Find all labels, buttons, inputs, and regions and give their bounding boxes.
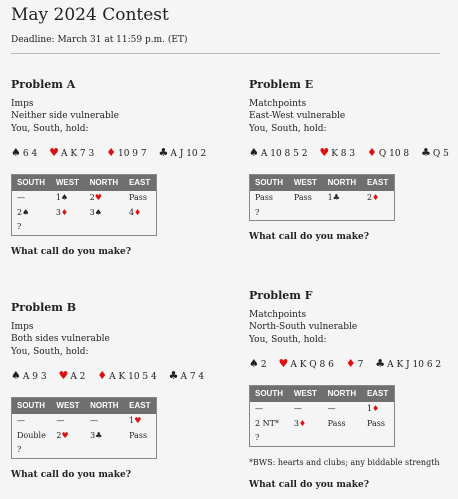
diamond-icon: ♦ (366, 146, 377, 159)
col-east: EAST (124, 174, 157, 191)
spades-holding: A 9 3 (22, 372, 47, 382)
auction-call: 1♠ (55, 193, 69, 202)
diamonds-holding: Q 10 8 (378, 149, 410, 159)
auction-call: ? (255, 207, 260, 217)
auction-call: 2♠ (17, 207, 30, 217)
question: What call do you make? (249, 480, 369, 490)
col-south: SOUTH (250, 385, 289, 402)
auction-call: 1♦ (366, 404, 380, 413)
col-north: NORTH (85, 397, 124, 414)
auction-call: 2♦ (366, 193, 380, 202)
auction-row (12, 191, 157, 206)
page-title: May 2024 Contest (11, 5, 169, 25)
hearts-holding: K 8 3 (331, 149, 356, 159)
auction-call: — (90, 416, 99, 425)
auction-call (289, 206, 323, 221)
diamonds-holding: A K 10 5 4 (109, 372, 157, 382)
auction-call: 1♥ (129, 416, 142, 425)
auction-call (362, 206, 395, 221)
auction-call (124, 443, 156, 458)
auction-table (11, 174, 157, 236)
scoring: Imps (11, 321, 34, 332)
auction-call: Pass (255, 193, 274, 202)
diamond-icon: ♦ (97, 369, 108, 382)
auction-call: 2♥ (89, 193, 102, 202)
auction-row (250, 431, 395, 446)
auction-call: ? (255, 433, 260, 442)
auction-header (250, 174, 395, 191)
heart-icon: ♥ (58, 369, 69, 382)
clubs-holding: A K J 10 6 2 (387, 360, 442, 370)
vulnerability: North-South vulnerable (249, 322, 358, 332)
auction-call: 3♦ (55, 207, 69, 217)
auction-row (12, 443, 157, 458)
club-icon: ♣ (421, 146, 431, 159)
col-west: WEST (51, 174, 85, 191)
problem-title: Problem F (249, 289, 313, 302)
auction-body (250, 191, 395, 221)
auction-row (250, 191, 395, 206)
problem-a (11, 79, 215, 258)
col-west: WEST (289, 174, 323, 191)
auction-call: ? (17, 445, 22, 454)
auction-call: 3♠ (89, 207, 102, 217)
hold-text: You, South, hold: (11, 123, 89, 134)
auction-call (362, 431, 395, 446)
col-north: NORTH (85, 174, 124, 191)
auction-call: 1♣ (327, 193, 340, 202)
auction-table (249, 174, 395, 222)
auction-call: Pass (366, 418, 385, 428)
question: What call do you make? (11, 246, 131, 257)
vulnerability: Both sides vulnerable (11, 334, 110, 344)
col-south: SOUTH (250, 174, 289, 191)
hold-text: You, South, hold: (11, 346, 89, 357)
auction-header (12, 397, 157, 414)
scoring: Matchpoints (249, 98, 307, 109)
col-north: NORTH (323, 174, 362, 191)
scoring: Matchpoints (249, 309, 307, 320)
question: What call do you make? (11, 469, 131, 480)
auction-row (250, 402, 395, 417)
auction-call (124, 220, 157, 235)
spades-holding: A 10 8 5 2 (260, 149, 308, 159)
col-west: WEST (289, 385, 323, 402)
col-east: EAST (124, 397, 156, 414)
hand (11, 370, 213, 384)
auction-call: — (255, 404, 263, 413)
auction-call (323, 431, 362, 446)
problem-f (249, 290, 450, 492)
col-east: EAST (362, 174, 395, 191)
auction-call: Pass (293, 193, 312, 202)
auction-call (85, 443, 124, 458)
col-south: SOUTH (12, 397, 52, 414)
vulnerability: East-West vulnerable (249, 111, 346, 121)
spade-icon: ♠ (11, 369, 21, 382)
auction-body (250, 402, 395, 446)
divider (11, 53, 440, 54)
question: What call do you make? (249, 232, 369, 242)
auction-call (51, 443, 85, 458)
problem-e (249, 79, 458, 244)
spade-icon: ♠ (11, 146, 21, 159)
vulnerability: Neither side vulnerable (11, 111, 119, 121)
heart-icon: ♥ (278, 357, 289, 370)
footnote: *BWS: hearts and clubs; any biddable strength (249, 457, 440, 467)
hand (249, 147, 458, 161)
auction-row (12, 414, 157, 429)
hand (11, 147, 215, 161)
auction-row (12, 220, 157, 235)
col-south: SOUTH (12, 174, 51, 191)
diamonds-holding: 7 (357, 360, 364, 370)
scoring: Imps (11, 98, 34, 109)
auction-table (11, 397, 157, 459)
auction-body (12, 414, 157, 458)
auction-call: — (327, 404, 336, 413)
deadline-text: Deadline: March 31 at 11:59 p.m. (ET) (11, 35, 188, 45)
spades-holding: 2 (260, 360, 267, 370)
hold-text: You, South, hold: (249, 334, 327, 345)
auction-call: Pass (129, 430, 148, 440)
auction-call: 3♣ (90, 430, 103, 440)
auction-call: Double (17, 430, 46, 440)
heart-icon: ♥ (49, 146, 59, 159)
auction-call: 2♥ (56, 430, 69, 440)
clubs-holding: A 7 4 (180, 372, 205, 382)
auction-call: 4♦ (128, 207, 142, 217)
club-icon: ♣ (375, 357, 386, 370)
heart-icon: ♥ (319, 146, 330, 159)
col-east: EAST (362, 385, 395, 402)
diamond-icon: ♦ (106, 146, 116, 159)
hand (249, 358, 450, 372)
col-north: NORTH (323, 385, 362, 402)
hearts-holding: A 2 (70, 372, 86, 382)
hearts-holding: A K Q 8 6 (290, 360, 334, 370)
clubs-holding: Q 5 (432, 149, 449, 159)
hold-text: You, South, hold: (249, 123, 327, 134)
auction-body (12, 191, 157, 235)
auction-call: — (17, 416, 25, 425)
auction-call (51, 220, 85, 235)
auction-call (85, 220, 124, 235)
auction-call (289, 431, 323, 446)
auction-table (249, 385, 395, 447)
problem-title: Problem E (249, 78, 314, 91)
spade-icon: ♠ (249, 146, 259, 159)
auction-call (323, 206, 362, 221)
club-icon: ♣ (158, 146, 169, 159)
spade-icon: ♠ (249, 357, 259, 370)
auction-call: Pass (128, 193, 147, 202)
auction-call: 3♦ (293, 418, 307, 428)
auction-call: — (56, 416, 65, 425)
col-west: WEST (51, 397, 85, 414)
auction-call: — (293, 404, 302, 413)
club-icon: ♣ (168, 369, 179, 382)
clubs-holding: A J 10 2 (170, 149, 207, 159)
auction-call: Pass (327, 418, 346, 428)
auction-row (12, 429, 157, 444)
auction-call: ? (17, 222, 22, 231)
auction-row (250, 417, 395, 432)
problem-title: Problem B (11, 301, 77, 314)
hearts-holding: A K 7 3 (60, 149, 95, 159)
auction-row (250, 206, 395, 221)
auction-header (250, 385, 395, 402)
auction-row (12, 206, 157, 221)
problem-b (11, 302, 213, 481)
diamonds-holding: 10 9 7 (117, 149, 147, 159)
auction-call: 2 NT* (255, 418, 279, 428)
spades-holding: 6 4 (22, 149, 38, 159)
problem-title: Problem A (11, 78, 76, 91)
auction-header (12, 174, 157, 191)
auction-call: — (17, 193, 25, 202)
diamond-icon: ♦ (345, 357, 356, 370)
